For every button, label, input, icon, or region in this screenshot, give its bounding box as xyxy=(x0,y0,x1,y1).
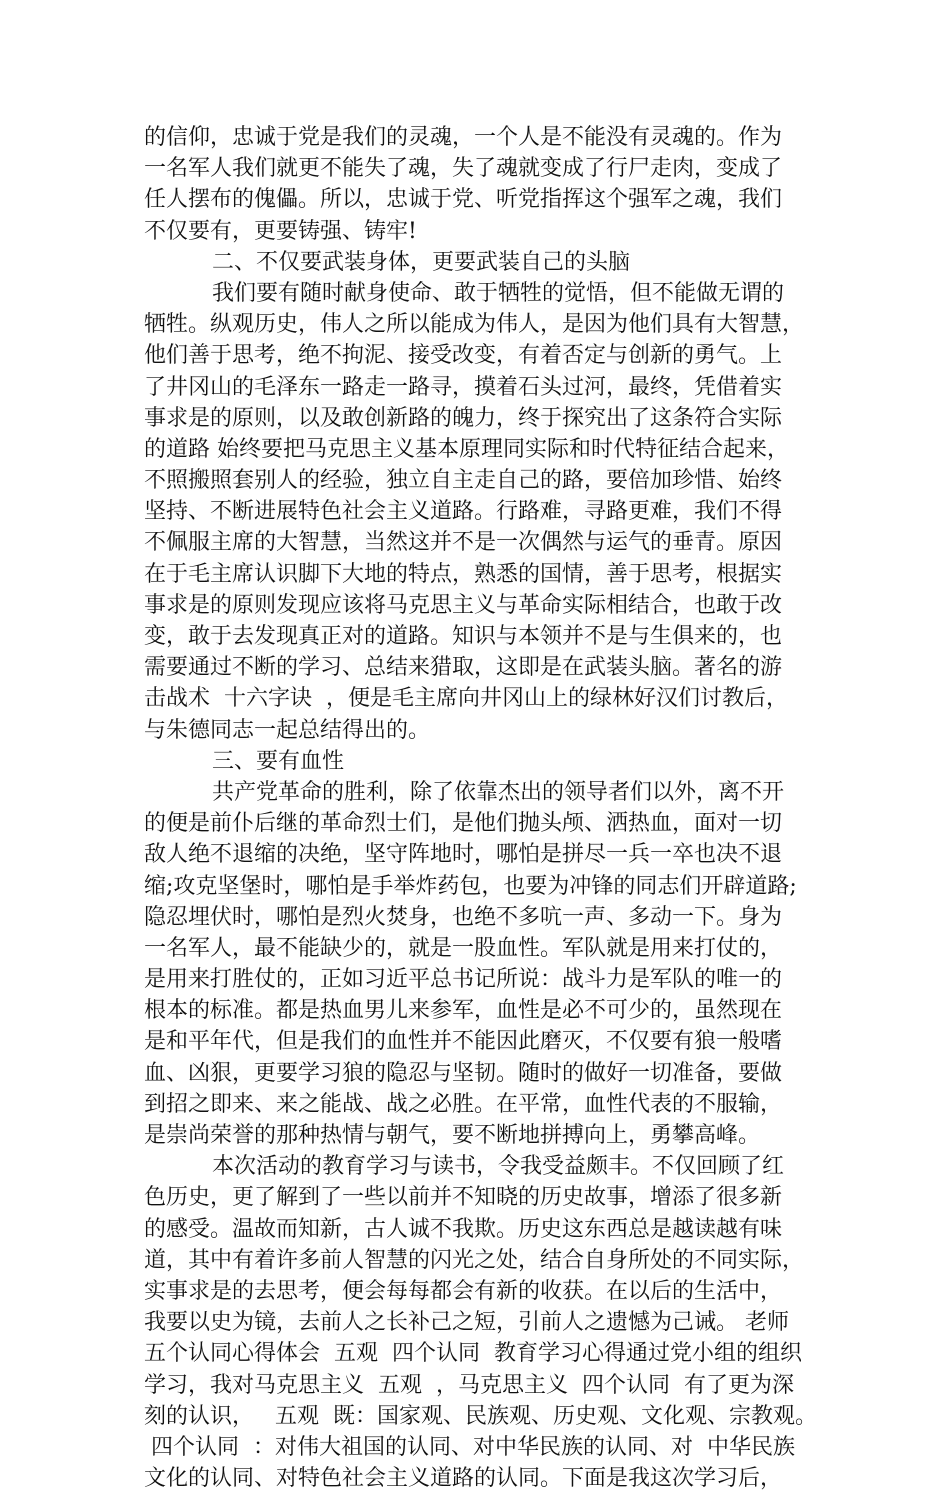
text-line: 三、要有血性 xyxy=(212,748,345,774)
text-line: 了井冈山的毛泽东一路走一路寻，摸着石头过河，最终，凭借着实 xyxy=(144,374,783,400)
text-line: 坚持、不断进展特色社会主义道路。行路难，寻路更难，我们不得 xyxy=(144,499,783,525)
text-line: 一名军人，最不能缺少的，就是一股血性。军队就是用来打仗的， xyxy=(144,935,783,961)
text-line: 五个认同心得体会 五观 四个认同 教育学习心得通过党小组的组织 xyxy=(144,1341,802,1367)
text-line: 刻的认识， 五观 既：国家观、民族观、历史观、文化观、宗教观。 xyxy=(144,1403,817,1429)
text-line: 道，其中有着许多前人智慧的闪光之处，结合自身所处的不同实际， xyxy=(144,1247,805,1273)
text-line: 血、凶狠，更要学习狼的隐忍与坚韧。随时的做好一切准备，要做 xyxy=(144,1060,783,1086)
text-line: 的信仰，忠诚于党是我们的灵魂，一个人是不能没有灵魂的。作为 xyxy=(144,125,783,150)
text-line: 学习，我对马克思主义 五观 ，马克思主义 四个认同 有了更为深 xyxy=(144,1372,794,1398)
text-line: 实事求是的去思考，便会每每都会有新的收获。在以后的生活中， xyxy=(144,1278,783,1304)
text-line: 根本的标准。都是热血男儿来参军，血性是必不可少的，虽然现在 xyxy=(144,998,783,1024)
text-line: 文化的认同、对特色社会主义道路的认同。下面是我这次学习后， xyxy=(144,1466,783,1492)
text-line: 到招之即来、来之能战、战之必胜。在平常，血性代表的不服输， xyxy=(144,1091,783,1117)
text-line: 二、不仅要武装身体，更要武装自己的头脑 xyxy=(212,249,631,275)
text-line: 在于毛主席认识脚下大地的特点，熟悉的国情，善于思考，根据实 xyxy=(144,561,783,587)
text-line: 本次活动的教育学习与读书，令我受益颇丰。不仅回顾了红 xyxy=(212,1154,785,1180)
text-line: 共产党革命的胜利，除了依靠杰出的领导者们以外，离不开 xyxy=(212,779,785,805)
text-line: 是和平年代，但是我们的血性并不能因此磨灭，不仅要有狼一般嗜 xyxy=(144,1029,783,1055)
document-body-text xyxy=(144,122,824,1494)
text-line: 隐忍埋伏时，哪怕是烈火焚身，也绝不多吭一声、多动一下。身为 xyxy=(144,904,783,930)
text-line: 色历史，更了解到了一些以前并不知晓的历史故事，增添了很多新 xyxy=(144,1185,783,1211)
text-line: 的感受。温故而知新，古人诚不我欺。历史这东西总是越读越有味 xyxy=(144,1216,783,1242)
text-line: 任人摆布的傀儡。所以，忠诚于党、听党指挥这个强军之魂，我们 xyxy=(144,187,783,213)
text-line: 的道路 始终要把马克思主义基本原理同实际和时代特征结合起来， xyxy=(144,436,789,462)
text-line: 牺牲。纵观历史，伟人之所以能成为伟人，是因为他们具有大智慧， xyxy=(144,312,805,338)
text-line: 他们善于思考，绝不拘泥、接受改变，有着否定与创新的勇气。上 xyxy=(144,343,783,369)
text-line: 不仅要有，更要铸强、铸牢! xyxy=(144,218,417,244)
text-line: 与朱德同志一起总结得出的。 xyxy=(144,717,431,743)
text-line: 事求是的原则，以及敢创新路的魄力，终于探究出了这条符合实际 xyxy=(144,405,783,431)
text-line: 缩;攻克坚堡时，哪怕是手举炸药包，也要为冲锋的同志们开辟道路; xyxy=(144,873,797,899)
text-line: 不佩服主席的大智慧，当然这并不是一次偶然与运气的垂青。原因 xyxy=(144,530,783,556)
text-line: 敌人绝不退缩的决绝，坚守阵地时，哪怕是拼尽一兵一卒也决不退 xyxy=(144,842,783,868)
text-line: 需要通过不断的学习、总结来猎取，这即是在武装头脑。著名的游 xyxy=(144,655,783,681)
text-line: 是崇尚荣誉的那种热情与朝气，要不断地拼搏向上，勇攀高峰。 xyxy=(144,1123,761,1148)
text-line: 变，敢于去发现真正对的道路。知识与本领并不是与生俱来的，也 xyxy=(144,624,783,649)
text-line: 的便是前仆后继的革命烈士们，是他们抛头颅、洒热血，面对一切 xyxy=(144,811,783,837)
text-line: 我要以史为镜，去前人之长补己之短，引前人之遗憾为己诫。 老师 xyxy=(144,1310,789,1336)
text-line: 是用来打胜仗的，正如习近平总书记所说：战斗力是军队的唯一的 xyxy=(144,967,783,993)
text-line: 不照搬照套别人的经验，独立自主走自己的路，要倍加珍惜、始终 xyxy=(144,468,783,494)
text-line: 我们要有随时献身使命、敢于牺牲的觉悟，但不能做无谓的 xyxy=(212,280,785,306)
text-line: 事求是的原则发现应该将马克思主义与革命实际相结合，也敢于改 xyxy=(144,592,783,618)
text-line: 击战术 十六字诀 ，便是毛主席向井冈山上的绿林好汉们讨教后， xyxy=(144,686,788,712)
text-line: 一名军人我们就更不能失了魂，失了魂就变成了行尸走肉，变成了 xyxy=(144,156,783,182)
text-line: 四个认同 ：对伟大祖国的认同、对中华民族的认同、对 中华民族 xyxy=(144,1434,795,1460)
